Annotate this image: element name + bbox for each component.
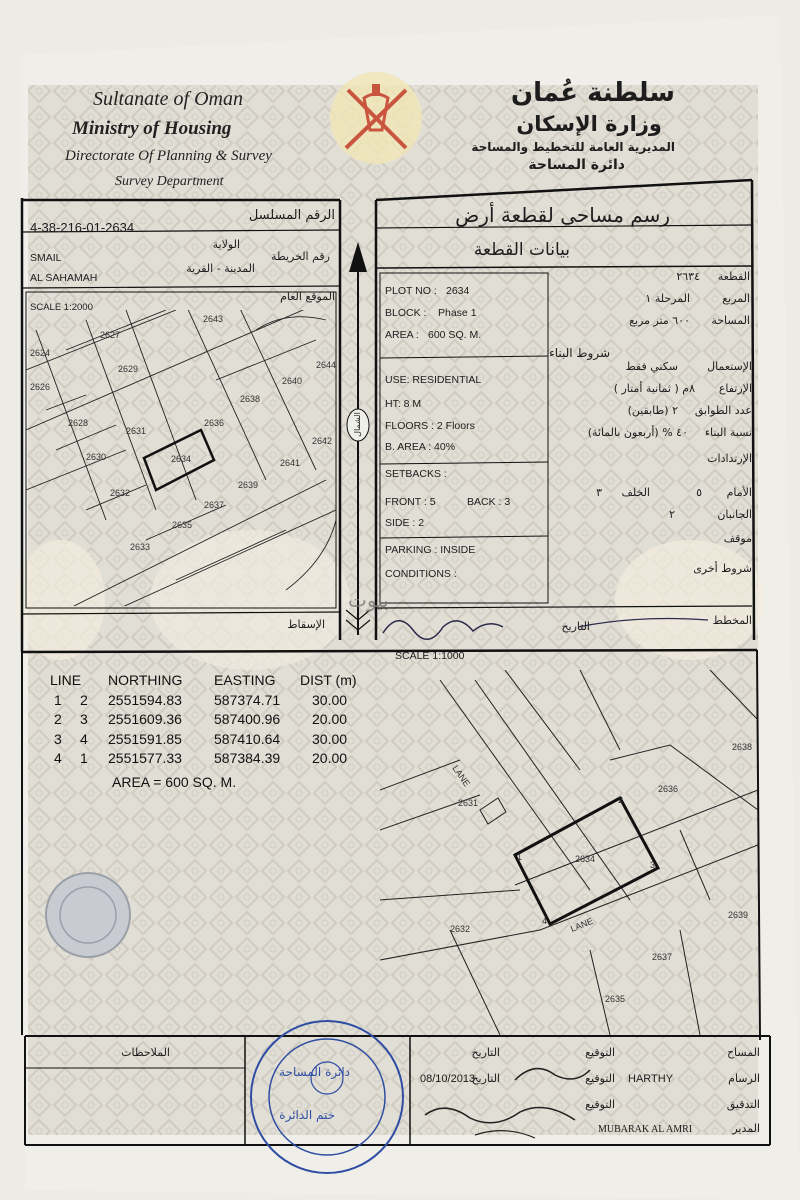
header-en-line1: Sultanate of Oman xyxy=(93,88,243,110)
planner-date-ar-label: التاريخ xyxy=(561,620,590,633)
location-plot-number: 2641 xyxy=(280,458,301,468)
building-area-value: B. AREA : 40% xyxy=(385,441,456,453)
signature-label: التوقيع xyxy=(585,1072,615,1085)
header-ar-line3: المديرية العامة للتخطيط والمساحة xyxy=(471,140,675,154)
use-value: USE: RESIDENTIAL xyxy=(385,374,482,386)
checker-label: التدقيق xyxy=(726,1098,760,1111)
location-plot-number: 2637 xyxy=(204,500,225,510)
other-conditions-ar: شروط أخرى xyxy=(693,562,752,575)
block-value: Phase 1 xyxy=(438,307,477,319)
plot-no-value: 2634 xyxy=(446,285,470,297)
detail-plot-number: 2631 xyxy=(458,798,479,808)
area-ar-value: ٦٠٠ متر مربع xyxy=(629,314,690,327)
parking-ar-label: موقف xyxy=(723,532,752,545)
plot-ar-label: القطعة xyxy=(717,270,750,283)
setbacks-ar-label: الإرتدادات xyxy=(707,452,752,465)
back-ar-value: ٣ xyxy=(596,486,602,499)
coord-row-to: 2 xyxy=(80,692,88,708)
floors-ar-label: عدد الطوابق xyxy=(694,404,752,417)
coord-row-easting: 587400.96 xyxy=(214,711,281,727)
detail-plot-number: 2635 xyxy=(605,994,626,1004)
block-ar-label: المربع xyxy=(722,292,750,305)
location-plot-number: 2626 xyxy=(30,382,51,392)
corner-point-label: 3 xyxy=(650,860,656,870)
coord-row-easting: 587374.71 xyxy=(214,692,281,708)
coord-row-easting: 587384.39 xyxy=(214,750,281,766)
coord-row-northing: 2551609.36 xyxy=(108,711,182,727)
location-plot-number: 2628 xyxy=(68,418,89,428)
header-ar-line2: وزارة الإسكان xyxy=(516,112,662,136)
detail-plot-number: 2638 xyxy=(732,742,753,752)
coord-header-dist: DIST (m) xyxy=(300,672,357,688)
wilayat-value: SMAIL xyxy=(30,252,62,264)
plot-no-label: PLOT NO : xyxy=(385,285,437,297)
location-plot-number: 2624 xyxy=(30,348,51,358)
use-ar-value: سكني فقط xyxy=(625,360,678,373)
location-plot-number: 2640 xyxy=(282,376,303,386)
location-plot-number: 2644 xyxy=(316,360,336,370)
building-conditions-title: شروط البناء xyxy=(549,346,610,360)
detail-map xyxy=(380,670,758,1035)
north-arrow-icon xyxy=(340,240,376,640)
date-label: التاريخ xyxy=(471,1046,500,1059)
wilayat-label: الولاية xyxy=(212,238,240,251)
location-plot-number: 2627 xyxy=(100,330,121,340)
village-label: المدينة - القرية xyxy=(186,262,255,275)
coord-row-dist: 20.00 xyxy=(312,750,348,766)
header-en-line2: Ministry of Housing xyxy=(72,118,232,139)
back-ar-label: الخلف xyxy=(621,486,650,499)
front-ar-label: الأمام xyxy=(726,486,752,499)
coord-row-northing: 2551594.83 xyxy=(108,692,182,708)
header-ar-line1: سلطنة عُمان xyxy=(510,78,675,108)
remarks-label: الملاحظات xyxy=(121,1046,170,1059)
coord-row-to: 4 xyxy=(80,731,88,747)
draftsman-name: HARTHY xyxy=(628,1073,674,1085)
height-value: HT: 8 M xyxy=(385,398,422,410)
coord-row-from: 4 xyxy=(54,750,62,766)
back-setback: BACK : 3 xyxy=(467,496,511,508)
coord-header-easting: EASTING xyxy=(214,672,276,688)
draftsman-label: الرسام xyxy=(728,1072,760,1085)
floors-ar-value: ٢ (طابقين) xyxy=(627,404,678,417)
coord-row-from: 3 xyxy=(54,731,62,747)
location-plot-number: 2643 xyxy=(203,314,224,324)
area-label: AREA : xyxy=(385,329,419,341)
surveyor-label: المساح xyxy=(726,1046,760,1059)
watermark-text: بيوت xyxy=(348,588,389,612)
block-ar-value: المرحلة ١ xyxy=(645,292,690,305)
barea-ar-value: ٤٠ % (أربعون بالمائة) xyxy=(587,426,688,439)
department-stamp xyxy=(248,1018,406,1176)
date-label: التاريخ xyxy=(471,1072,500,1085)
planner-ar-label: المخطط xyxy=(712,614,752,627)
plot-data-title: بيانات القطعة xyxy=(473,240,570,260)
lane-label: LANE xyxy=(450,763,473,789)
village-value: AL SAHAMAH xyxy=(30,272,98,284)
coord-row-to: 3 xyxy=(80,711,88,727)
coord-row-dist: 30.00 xyxy=(312,692,348,708)
coord-row-dist: 20.00 xyxy=(312,711,348,727)
header-ar-line4: دائرة المساحة xyxy=(528,157,625,173)
coord-row-easting: 587410.64 xyxy=(214,731,281,747)
lane-label: LANE xyxy=(569,915,595,934)
coord-row-from: 2 xyxy=(54,711,62,727)
plot-sketch-title: رسم مساحي لقطعة أرض xyxy=(455,203,670,227)
serial-number: 4-38-216-01-2634 xyxy=(30,220,135,235)
area-ar-label: المساحة xyxy=(711,314,750,327)
sides-ar-label: الجانبان xyxy=(717,508,752,521)
floors-value: FLOORS : 2 Floors xyxy=(385,420,475,432)
detail-plot-number: 2639 xyxy=(728,910,749,920)
signature-label: التوقيع xyxy=(585,1046,615,1059)
area-value: 600 SQ. M. xyxy=(428,329,482,341)
location-plot-number: 2642 xyxy=(312,436,333,446)
side-setback: SIDE : 2 xyxy=(385,517,425,529)
location-scale: SCALE 1:2000 xyxy=(30,302,93,313)
use-ar-label: الإستعمال xyxy=(707,360,752,373)
coord-header-northing: NORTHING xyxy=(108,672,183,688)
location-plot-number: 2636 xyxy=(204,418,225,428)
projection-label: الإسقاط xyxy=(287,618,325,631)
north-label: الشمال xyxy=(352,412,362,437)
location-plot-number: 2639 xyxy=(238,480,259,490)
coord-row-northing: 2551577.33 xyxy=(108,750,182,766)
serial-label: الرقم المسلسل xyxy=(248,208,335,223)
location-plot-number: 2638 xyxy=(240,394,261,404)
location-plot-number: 2630 xyxy=(86,452,107,462)
location-map xyxy=(26,310,336,606)
coord-row-from: 1 xyxy=(54,692,62,708)
planner-signature xyxy=(378,605,758,645)
corner-point-label: 1 xyxy=(517,852,523,862)
coord-row-northing: 2551591.85 xyxy=(108,731,182,747)
stamp-label: ختم الدائرة xyxy=(279,1108,335,1122)
sides-ar-value: ٢ xyxy=(669,508,675,521)
director-name: MUBARAK AL AMRI xyxy=(598,1124,693,1135)
hologram-seal-icon xyxy=(42,870,134,960)
general-location-label: الموقع العام xyxy=(280,290,335,303)
height-ar-value: ٨م ( ثمانية أمتار ) xyxy=(613,382,695,395)
location-plot-number: 2635 xyxy=(172,520,193,530)
conditions-label: CONDITIONS : xyxy=(385,568,457,580)
header-en-line4: Survey Department xyxy=(115,174,224,189)
map-no-label: رقم الخريطة xyxy=(271,250,330,263)
front-ar-value: ٥ xyxy=(696,486,702,499)
detail-plot-number: 2632 xyxy=(450,924,471,934)
plot-ar-value: ٢٦٣٤ xyxy=(676,270,700,283)
coord-header-line: LINE xyxy=(50,672,82,688)
draft-date: 08/10/2013 xyxy=(420,1073,476,1085)
coord-row-to: 1 xyxy=(80,750,88,766)
signature-label: التوقيع xyxy=(585,1098,615,1111)
location-plot-number: 2629 xyxy=(118,364,139,374)
location-plot-number: 2633 xyxy=(130,542,151,552)
location-plot-number: 2634 xyxy=(171,454,192,464)
director-label: المدير xyxy=(732,1122,760,1135)
location-plot-number: 2631 xyxy=(126,426,147,436)
stamp-dept-text: دائرة المساحة xyxy=(279,1065,350,1079)
location-plot-number: 2632 xyxy=(110,488,131,498)
corner-point-label: 2 xyxy=(618,795,624,805)
front-setback: FRONT : 5 xyxy=(385,496,436,508)
detail-plot-number: 2634 xyxy=(575,854,596,864)
height-ar-label: الإرتفاع xyxy=(718,382,752,395)
detail-scale: SCALE 1:1000 xyxy=(395,650,465,662)
coord-total-area: AREA = 600 SQ. M. xyxy=(112,774,237,790)
footer-signatures xyxy=(415,1040,615,1140)
detail-plot-number: 2637 xyxy=(652,952,673,962)
setbacks-label: SETBACKS : xyxy=(385,468,447,480)
barea-ar-label: نسبة البناء xyxy=(704,426,752,439)
corner-point-label: 4 xyxy=(542,916,548,926)
parking-value: PARKING : INSIDE xyxy=(385,544,476,556)
coord-row-dist: 30.00 xyxy=(312,731,348,747)
detail-plot-number: 2636 xyxy=(658,784,679,794)
block-label: BLOCK : xyxy=(385,307,427,319)
header-en-line3: Directorate Of Planning & Survey xyxy=(65,148,272,164)
